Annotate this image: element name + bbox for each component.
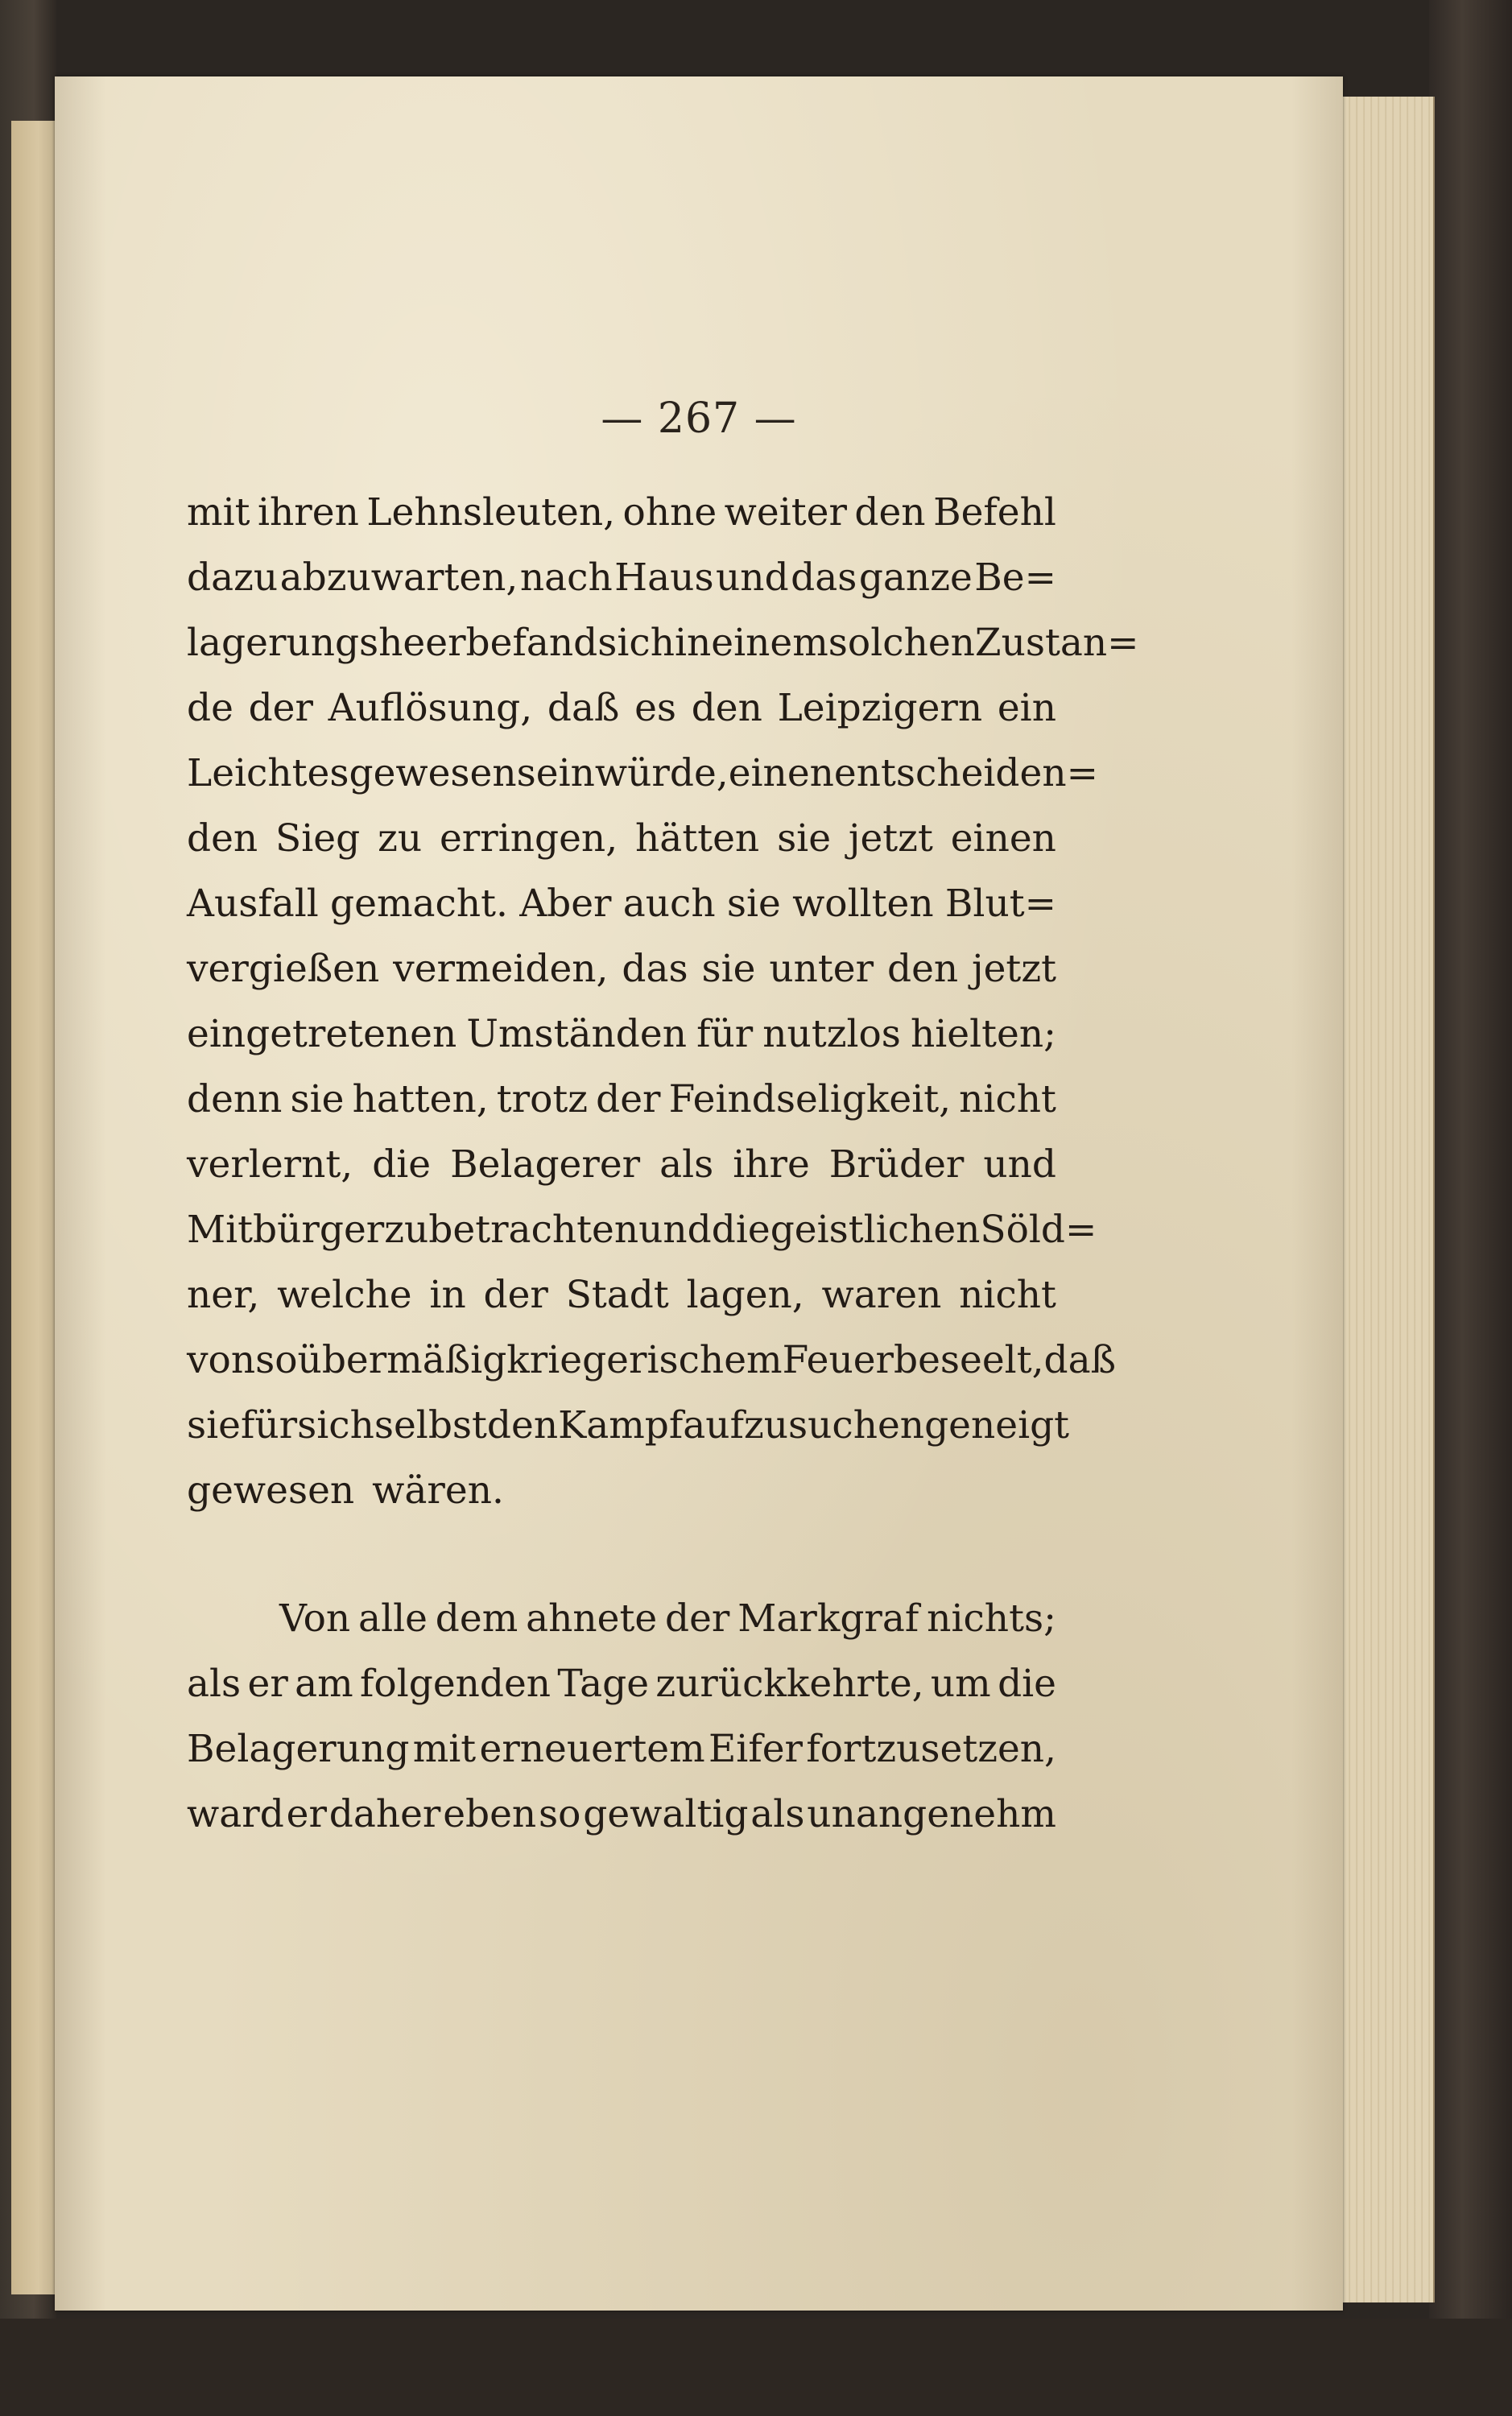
text-line: Von alle dem ahnete der Markgraf nichts; — [279, 1596, 1056, 1641]
text-line: Belagerung mit erneuertem Eifer fortzusetzen, — [187, 1727, 1056, 1771]
page-fore-edge — [1336, 97, 1435, 2302]
paragraph-gap — [187, 1523, 1056, 1586]
paragraph-2 — [187, 1586, 1056, 1847]
text-line: sie für sich selbst den Kampf aufzusuchen geneigt — [187, 1403, 1070, 1448]
book-cover-bottom — [0, 2319, 1512, 2416]
text-line: von so übermäßig kriegerischem Feuer beseelt, daß — [187, 1338, 1117, 1382]
text-line: ner, welche in der Stadt lagen, waren nicht — [187, 1273, 1056, 1317]
text-line: dazu abzuwarten, nach Haus und das ganze Be= — [187, 555, 1056, 600]
text-line: Mitbürger zu betrachten und die geistlichen Söld= — [187, 1208, 1097, 1252]
text-line: lagerungsheer befand sich in einem solchen Zustan= — [187, 621, 1139, 665]
text-line: eingetretenen Umständen für nutzlos hielten; — [187, 1012, 1056, 1056]
text-line: als er am folgenden Tage zurückkehrte, um die — [187, 1662, 1056, 1706]
text-line: Leichtes gewesen sein würde, einen entscheiden= — [187, 751, 1098, 795]
text-line: mit ihren Lehnsleuten, ohne weiter den Befehl — [187, 490, 1056, 535]
page-number: — 267 — — [601, 394, 797, 443]
page-text — [187, 480, 1139, 1847]
text-line: vergießen vermeiden, das sie unter den jetzt — [187, 947, 1056, 991]
text-line: den Sieg zu erringen, hätten sie jetzt einen — [187, 816, 1056, 861]
book-cover-right — [1429, 0, 1512, 2416]
paragraph-1 — [187, 480, 1139, 1523]
text-line: ward er daher eben so gewaltig als unangenehm — [187, 1792, 1056, 1836]
text-line: de der Auflösung, daß es den Leipzigern ein — [187, 686, 1056, 730]
text-line: Ausfall gemacht. Aber auch sie wollten Blut= — [187, 882, 1056, 926]
text-line: verlernt, die Belagerer als ihre Brüder und — [187, 1142, 1056, 1187]
text-line: denn sie hatten, trotz der Feindseligkeit, nicht — [187, 1077, 1056, 1121]
previous-page-edge — [11, 121, 59, 2294]
text-line: gewesen wären. — [187, 1468, 504, 1513]
